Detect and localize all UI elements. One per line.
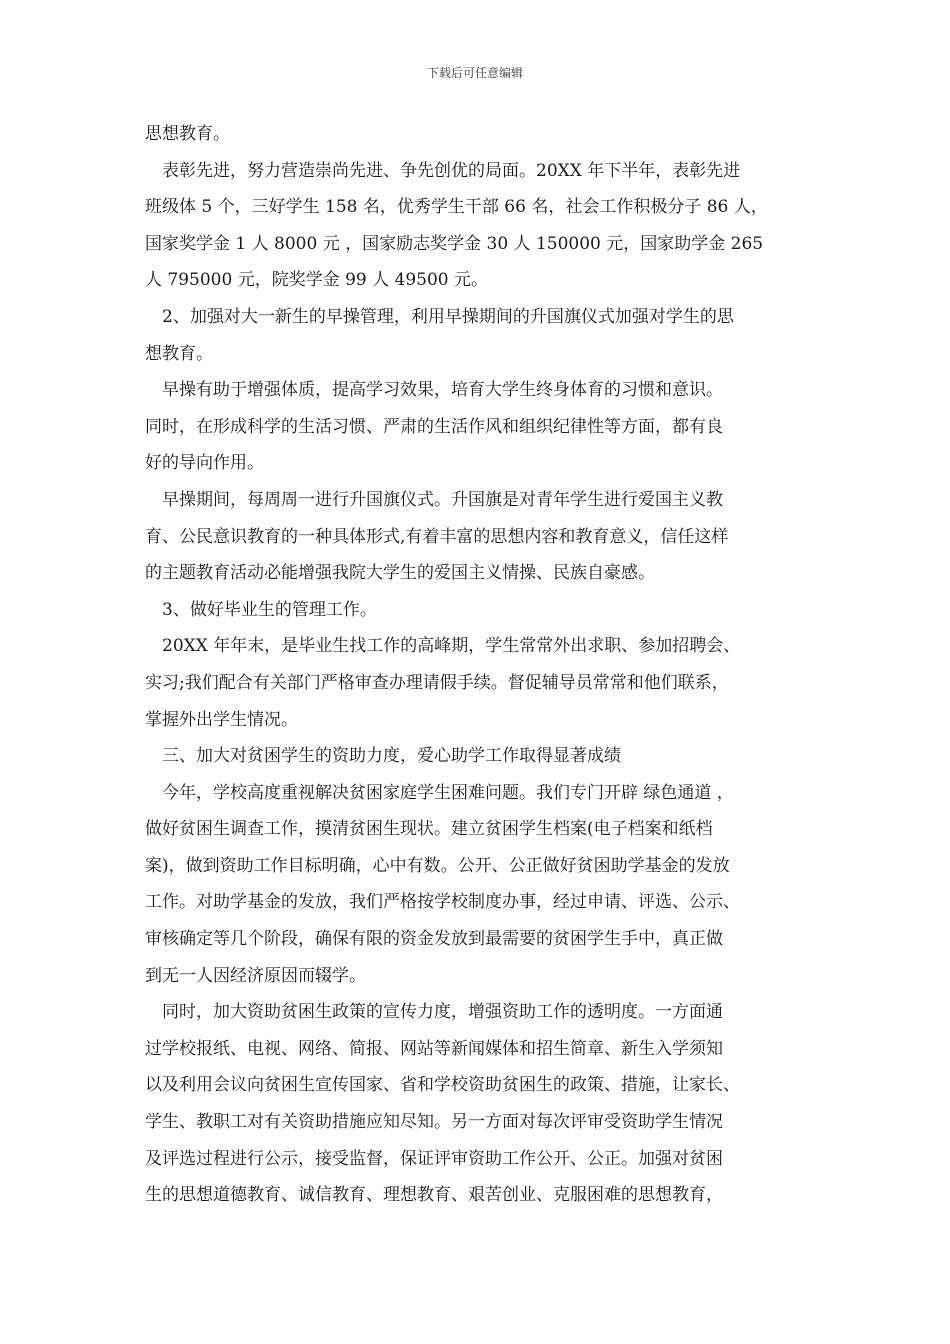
text-line: 案)，做到资助工作目标明确，心中有数。公开、公正做好贫困助学基金的发放 [145,855,730,876]
text-line: 人 795000 元，院奖学金 99 人 49500 元。 [145,270,489,291]
page-header: 下载后可任意编辑 [426,66,523,80]
text-line: 三、加大对贫困学生的资助力度，爱心助学工作取得显著成绩 [145,746,621,767]
text-line: 做好贫困生调查工作，摸清贫困生现状。建立贫困学生档案(电子档案和纸档 [145,819,713,840]
text-line: 班级体 5 个，三好学生 158 名，优秀学生干部 66 名，社会工作积极分子 86 人， [145,197,768,218]
document-body [145,116,807,1214]
text-line: 国家奖学金 1 人 8000 元 ，国家励志奖学金 30 人 150000 元，国家助学金 265 [145,233,764,254]
text-line: 早操期间，每周周一进行升国旗仪式。升国旗是对青年学生进行爱国主义教 [145,489,723,510]
text-line: 审核确定等几个阶段，确保有限的资金发放到最需要的贫困学生手中，真正做 [145,929,723,950]
text-line: 到无一人因经济原因而辍学。 [145,965,366,986]
text-line: 今年，学校高度重视解决贫困家庭学生困难问题。我们专门开辟 绿色通道 ， [145,782,734,803]
text-line: 好的导向作用。 [145,453,264,474]
text-line: 的主题教育活动必能增强我院大学生的爱国主义情操、民族自豪感。 [145,563,655,584]
text-line: 3、做好毕业生的管理工作。 [145,599,377,620]
text-line: 思想教育。 [145,124,230,144]
text-line: 2、加强对大一新生的早操管理，利用早操期间的升国旗仪式加强对学生的思 [145,306,734,327]
text-line: 20XX 年年末，是毕业生找工作的高峰期，学生常常外出求职、参加招聘会、 [145,636,741,657]
text-line: 同时，加大资助贫困生政策的宣传力度，增强资助工作的透明度。一方面通 [145,1002,723,1023]
text-line: 工作。对助学基金的发放，我们严格按学校制度办事，经过申请、评选、公示、 [145,892,740,913]
text-line: 以及利用会议向贫困生宣传国家、省和学校资助贫困生的政策、措施，让家长、 [145,1075,740,1096]
text-line: 学生、教职工对有关资助措施应知尽知。另一方面对每次评审受资助学生情况 [145,1112,723,1133]
text-line: 及评选过程进行公示，接受监督，保证评审资助工作公开、公正。加强对贫困 [145,1148,723,1169]
text-line: 生的思想道德教育、诚信教育、理想教育、艰苦创业、克服困难的思想教育， [145,1185,723,1206]
text-line: 育、公民意识教育的一种具体形式,有着丰富的思想内容和教育意义，信任这样 [145,526,729,547]
text-line: 早操有助于增强体质，提高学习效果，培育大学生终身体育的习惯和意识。 [145,380,723,401]
text-line: 同时，在形成科学的生活习惯、严肃的生活作风和组织纪律性等方面，都有良 [145,416,723,437]
text-line: 实习;我们配合有关部门严格审查办理请假手续。督促辅导员常常和他们联系， [145,672,729,693]
text-line: 表彰先进，努力营造崇尚先进、争先创优的局面。20XX 年下半年，表彰先进 [145,160,741,181]
text-line: 想教育。 [145,343,213,364]
text-line: 掌握外出学生情况。 [145,709,298,730]
text-line: 过学校报纸、电视、网络、简报、网站等新闻媒体和招生简章、新生入学须知 [145,1038,723,1059]
